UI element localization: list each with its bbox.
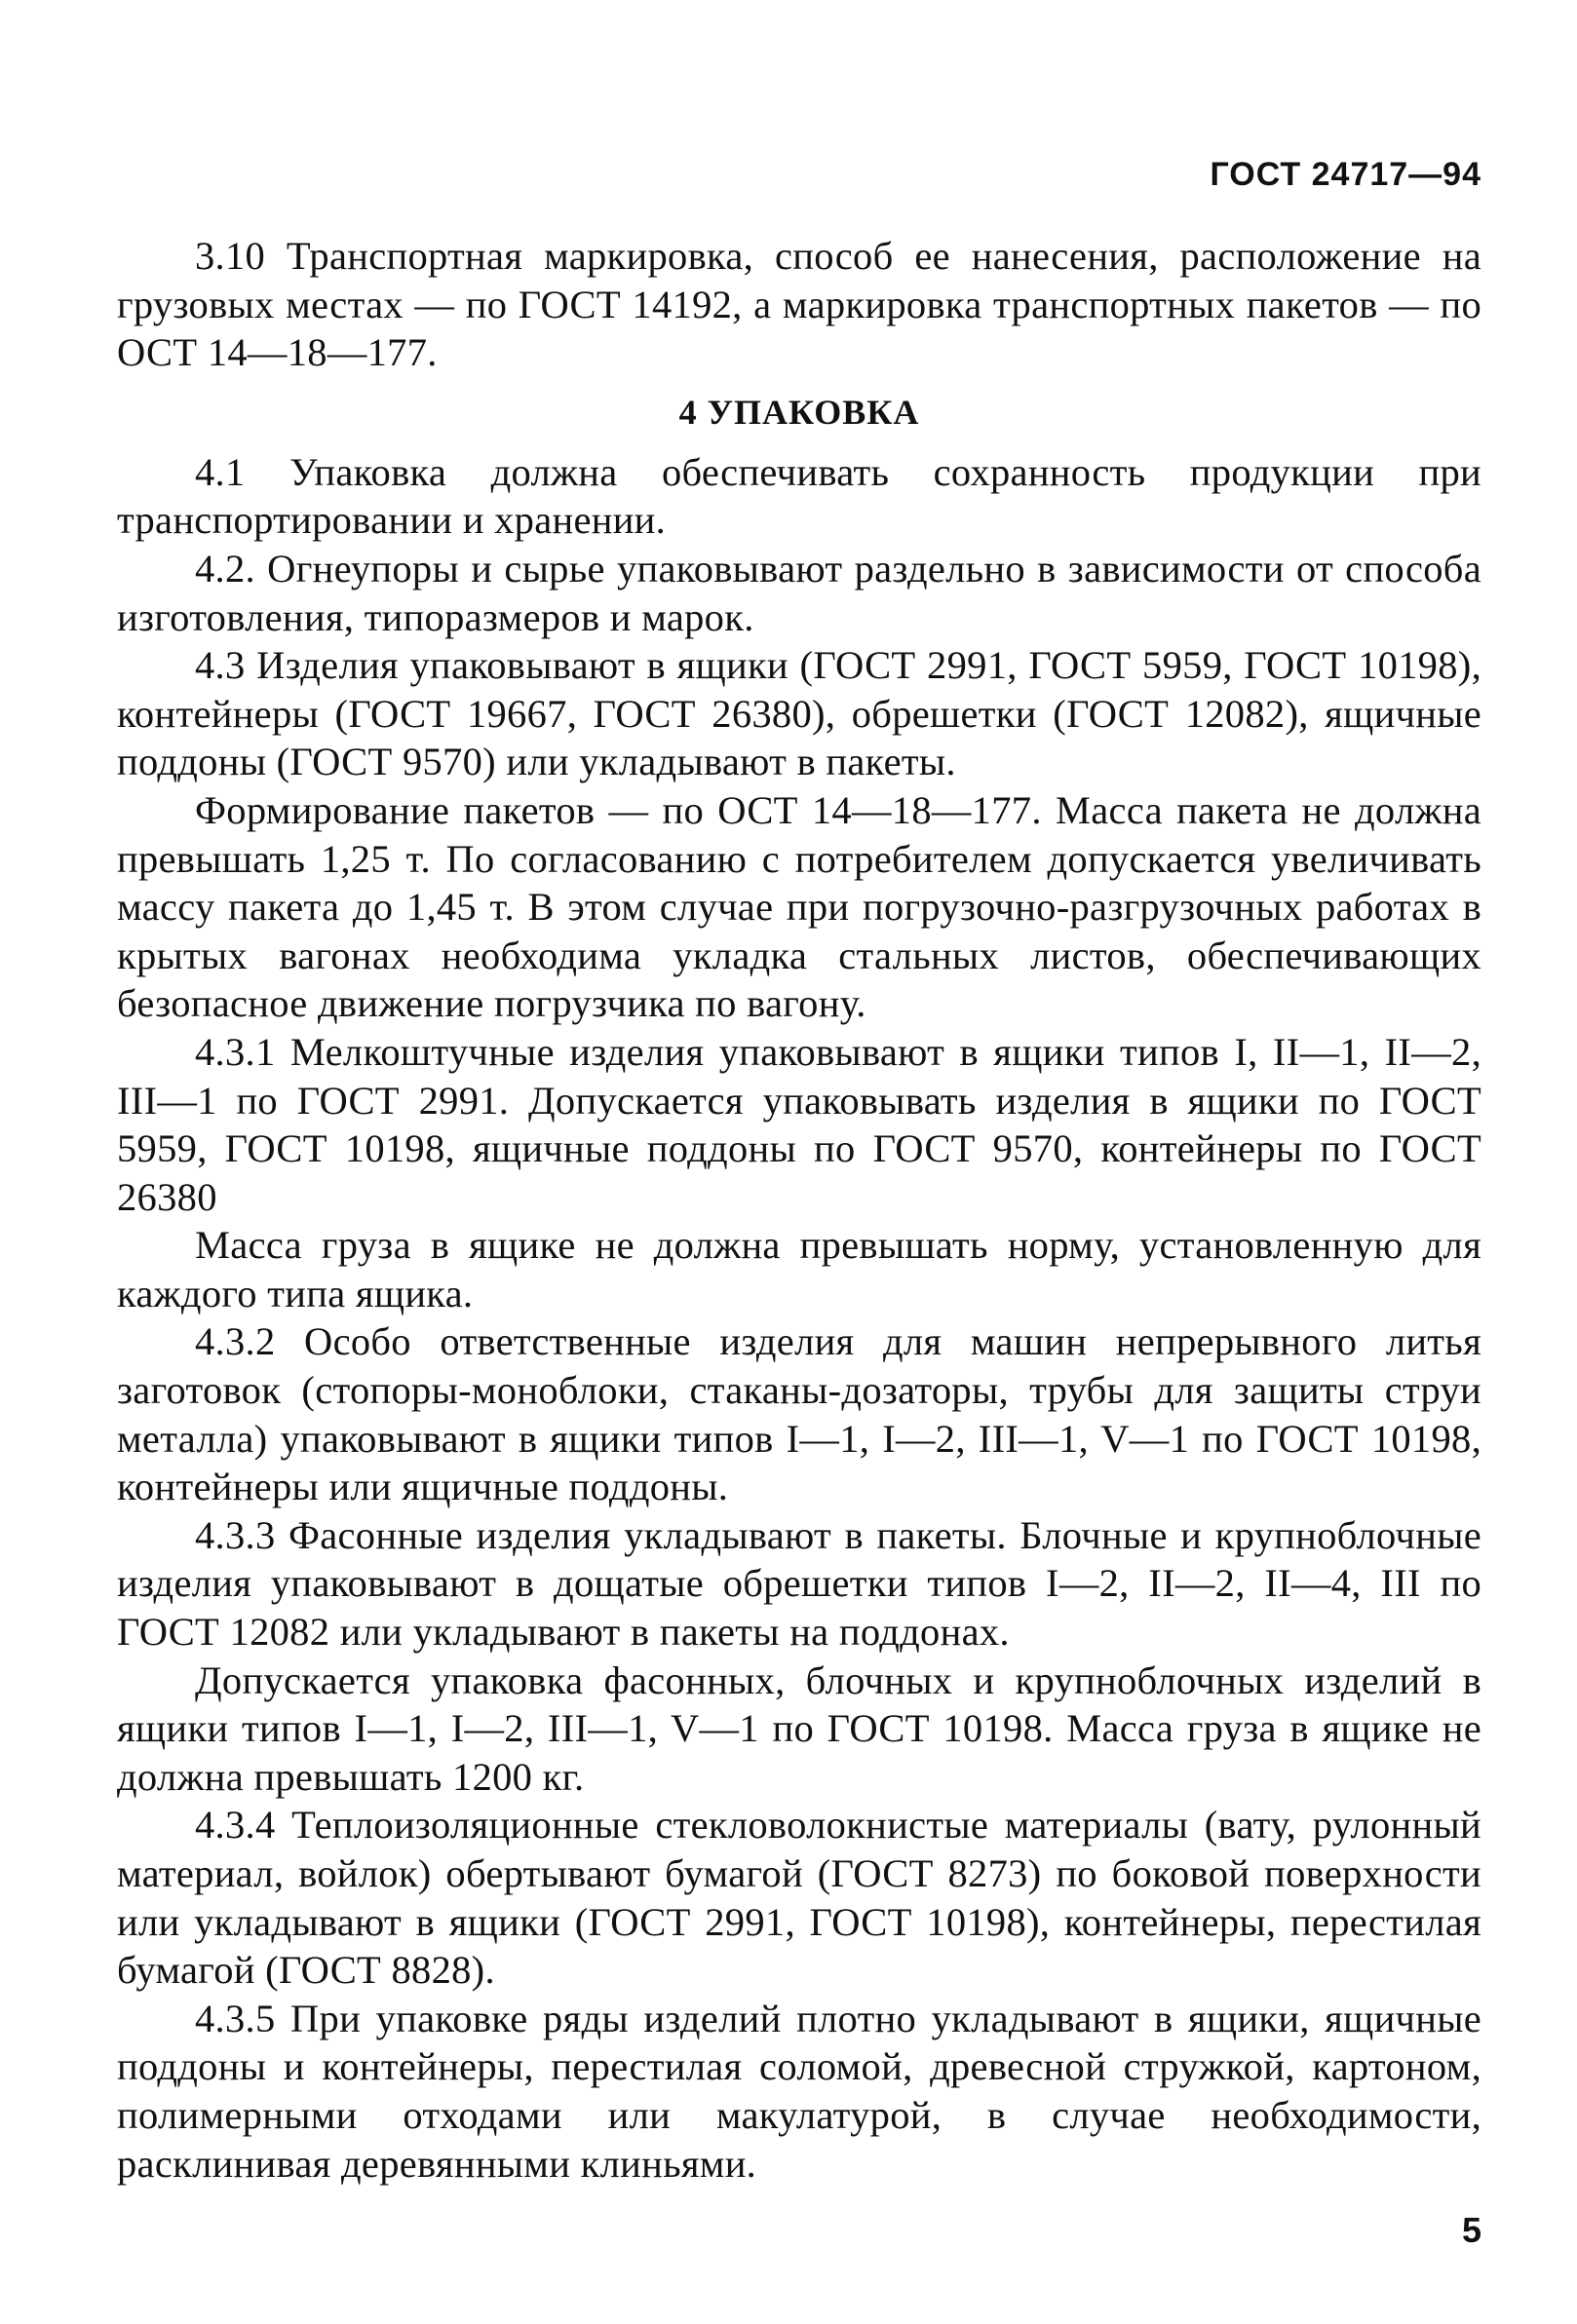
page-number: 5 <box>1461 2210 1481 2250</box>
paragraph-4-3-b: Формирование пакетов — по ОСТ 14—18—177. Масса пакета не должна превышать 1,25 т. По согласованию с потребителем допускается увеличивать массу пакета до 1,45 т. В этом случае при погрузочно-разгрузочных работах в крытых вагонах необходима укладка стальных листов, обеспечивающих безопасное движение погрузчика по вагону. <box>117 787 1481 1026</box>
document-body <box>117 232 1481 2188</box>
paragraph-4-3-5: 4.3.5 При упаковке ряды изделий плотно укладывают в ящики, ящичные поддоны и контейнеры, перестилая соломой, древесной стружкой, картоном, полимерными отходами или макулатурой, в случае необходимости, расклинивая деревянными клиньями. <box>117 1996 1481 2186</box>
paragraph-4-2: 4.2. Огнеупоры и сырье упаковывают раздельно в зависимости от способа изготовления, типоразмеров и марок. <box>117 546 1481 639</box>
paragraph-4-3-3-b: Допускается упаковка фасонных, блочных и крупноблочных изделий в ящики типов I—1, I—2, III—1, V—1 по ГОСТ 10198. Масса груза в ящике не должна превышать 1200 кг. <box>117 1657 1481 1799</box>
paragraph-4-3-1: 4.3.1 Мелкоштучные изделия упаковывают в ящики типов I, II—1, II—2, III—1 по ГОСТ 2991. Допускается упаковывать изделия в ящики по ГОСТ 5959, ГОСТ 10198, ящичные поддоны по ГОСТ 9570, контейнеры по ГОСТ 26380 <box>117 1029 1481 1219</box>
section-heading-4: 4 УПАКОВКА <box>678 392 920 432</box>
paragraph-4-3-2: 4.3.2 Особо ответственные изделия для машин непрерывного литья заготовок (стопоры-моноблоки, стаканы-дозаторы, трубы для защиты струи металла) упаковывают в ящики типов I—1, I—2, III—1, V—1 по ГОСТ 10198, контейнеры или ящичные поддоны. <box>117 1319 1481 1509</box>
paragraph-4-3: 4.3 Изделия упаковывают в ящики (ГОСТ 2991, ГОСТ 5959, ГОСТ 10198), контейнеры (ГОСТ 19667, ГОСТ 26380), обрешетки (ГОСТ 12082), ящичные поддоны (ГОСТ 9570) или укладывают в пакеты. <box>117 643 1481 784</box>
document-code-header: ГОСТ 24717—94 <box>1210 156 1481 193</box>
paragraph-4-3-4: 4.3.4 Теплоизоляционные стекловолокнистые материалы (вату, рулонный материал, войлок) обертывают бумагой (ГОСТ 8273) по боковой поверхности или укладывают в ящики (ГОСТ 2991, ГОСТ 10198), контейнеры, перестилая бумагой (ГОСТ 8828). <box>117 1803 1481 1993</box>
paragraph-4-3-1-b: Масса груза в ящике не должна превышать норму, установленную для каждого типа ящика. <box>117 1223 1481 1315</box>
paragraph-4-3-3: 4.3.3 Фасонные изделия укладывают в пакеты. Блочные и крупноблочные изделия упаковывают в дощатые обрешетки типов I—2, II—2, II—4, III по ГОСТ 12082 или укладывают в пакеты на поддонах. <box>117 1512 1481 1655</box>
paragraph-3-10: 3.10 Транспортная маркировка, способ ее нанесения, расположение на грузовых местах — по ГОСТ 14192, а маркировка транспортных пакетов — по ОСТ 14—18—177. <box>117 234 1481 375</box>
paragraph-4-1: 4.1 Упаковка должна обеспечивать сохранность продукции при транспортировании и хранении. <box>117 449 1481 543</box>
document-page <box>117 146 1481 2251</box>
